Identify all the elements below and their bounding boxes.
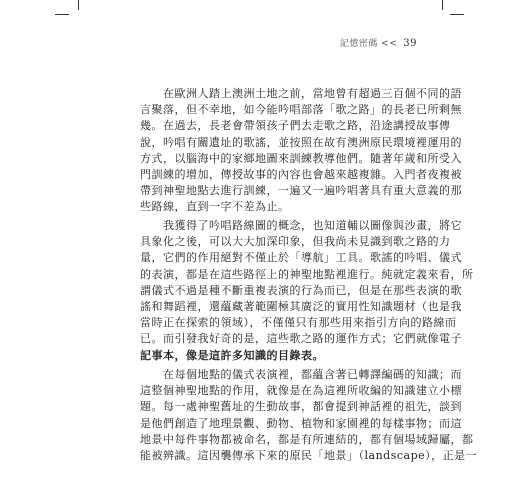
crop-mark-top-right (450, 14, 464, 15)
text-line: 具象化之後，可以大大加深印象，但我尚未見識到歌之路的力 (140, 235, 451, 249)
text-line: 門訓練的增加，傳授故事的內容也會越來越複雜。入門者夜複被 (140, 167, 462, 181)
text-line: 題。每一處神聖舊址的生動故事，都會提到神話裡的祖先，談到 (140, 400, 462, 414)
text-line: 是他們創造了地理景觀、動物、植物和家園裡的每樣事物；而這 (140, 416, 462, 430)
text-line: 地景中每件事物都被命名，都是有所連結的，都有個場域歸屬，都 (140, 432, 474, 446)
text-line: 方式，以腦海中的家鄉地圖來訓練教導他們。隨著年歲和所受入 (140, 151, 462, 165)
text-line: 能被辨識。這因襲傳承下來的原民「地景」（landscape），正是一 (140, 448, 478, 462)
paragraph-3 (140, 367, 478, 464)
text-line: 的表演，都是在這些路徑上的神聖地點裡進行。純就定義來看，所 (140, 267, 474, 281)
text-line-bold: 記事本，像是這許多知識的目錄表。 (140, 348, 324, 362)
text-line: 量，它們的作用絕對不僅止於「導航」工具。歌謠的吟唱、儀式 (140, 251, 462, 265)
text-line: 已。而引發我好奇的是，這些歌之路的運作方式；它們就像電子 (140, 332, 462, 346)
page-number: 39 (403, 38, 417, 49)
text-line: 說，吟唱有關遺址的歌謠，並按照在故有澳洲原民環境裡運用的 (140, 135, 462, 149)
header-title: 記憶密碼 << (339, 39, 398, 49)
text-line: 些路線，直到一字不差為止。 (140, 200, 290, 214)
crop-mark-top-right-vertical (442, 0, 443, 10)
text-line: 言聚落，但不幸地，如今能吟唱部落「歌之路」的長老已所剩無 (140, 103, 462, 117)
paragraph-1 (140, 86, 462, 216)
crop-mark-top-left (55, 14, 69, 15)
text-line: 當時正在探索的領域），不僅僅只有那些用來指引方向的路線而 (140, 316, 457, 330)
text-line: 帶到神聖地點去進行訓練，一遍又一遍吟唱著具有重大意義的那 (140, 184, 462, 198)
text-line: 在每個地點的儀式表演裡，都蘊含著已轉譯編碼的知識；而 (140, 368, 462, 381)
text-line: 幾。在過去，長老會帶領孩子們去走歌之路，沿途講授故事傳 (140, 119, 451, 133)
text-line: 這整個神聖地點的作用，就像是在為這裡所收編的知識建立小標 (140, 384, 462, 398)
text-line: 謂儀式不過是種不斷重複表演的行為而已，但是在那些表演的歌 (140, 283, 462, 297)
text-line: 我獲得了吟唱路線圖的概念，也知道輔以圖像與沙畫，將它 (140, 219, 462, 232)
text-line: 謠和舞蹈裡，還蘊藏著範圍極其廣泛的實用性知識題材（也是我 (140, 299, 462, 313)
paragraph-2 (140, 218, 474, 364)
crop-mark-top-left-vertical (78, 0, 79, 10)
text-line: 在歐洲人踏上澳洲土地之前，當地曾有超過三百個不同的語 (140, 87, 462, 100)
running-header (340, 36, 417, 49)
